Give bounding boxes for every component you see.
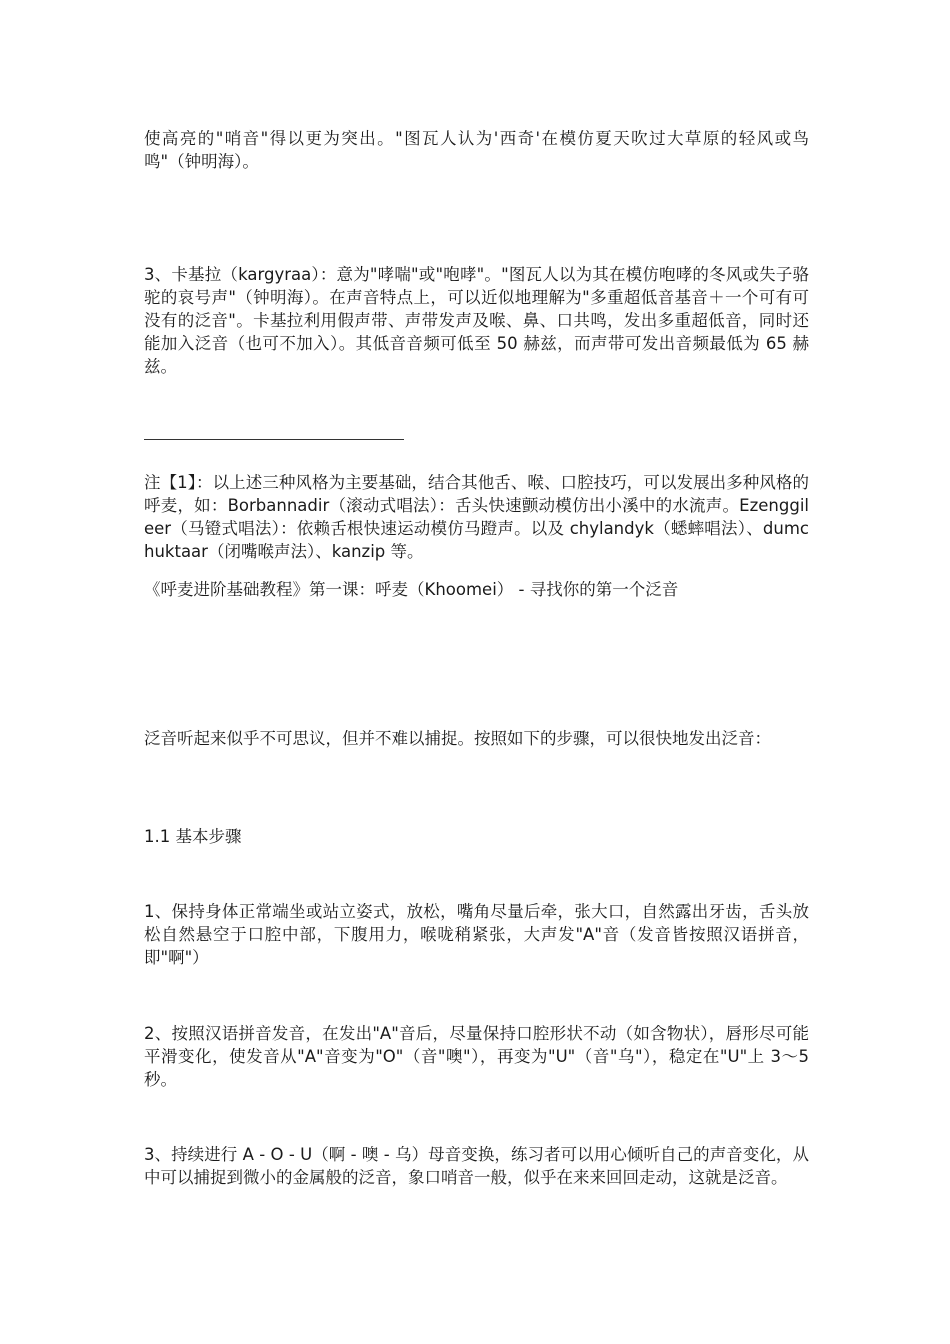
step-2-paragraph: 2、按照汉语拼音发音，在发出"A"音后，尽量保持口腔形状不动（如含物状），唇形尽可能平滑变化，使发音从"A"音变为"O"（音"噢"），再变为"U"（音"乌"），稳定在"U"上 3～5 秒。 [144, 1024, 809, 1089]
step-3-paragraph: 3、持续进行 A - O - U（啊 - 噢 - 乌）母音变换，练习者可以用心倾听自己的声音变化，从中可以捕捉到微小的金属般的泛音，象口哨音一般，似乎在来来回回走动，这就是泛音。 [144, 1145, 809, 1187]
footnote-divider [144, 439, 404, 440]
section-heading: 1.1 基本步骤 [144, 827, 242, 846]
step-1-paragraph: 1、保持身体正常端坐或站立姿式，放松，嘴角尽量后牵，张大口，自然露出牙齿，舌头放松自然悬空于口腔中部，下腹用力，喉咙稍紧张，大声发"A"音（发音皆按照汉语拼音，即"啊"） [144, 902, 809, 967]
lesson-title: 《呼麦进阶基础教程》第一课：呼麦（Khoomei） - 寻找你的第一个泛音 [144, 580, 679, 599]
footnote-note-1: 注【1】：以上述三种风格为主要基础，结合其他舌、喉、口腔技巧，可以发展出多种风格的呼麦，如：Borbannadir（滚动式唱法）：舌头快速颤动模仿出小溪中的水流声。Ezenggileer（马镫式唱法）：依赖舌根快速运动模仿马蹬声。以及 chylandyk（蟋蟀唱法）、dumchuktaar（闭嘴喉声法）、kanzip 等。 [144, 473, 809, 561]
intro-paragraph: 泛音听起来似乎不可思议，但并不难以捕捉。按照如下的步骤，可以很快地发出泛音： [144, 729, 771, 748]
paragraph-kargyraa: 3、卡基拉（kargyraa）：意为"哮喘"或"咆哮"。"图瓦人以为其在模仿咆哮的冬风或失子骆驼的哀号声"（钟明海）。在声音特点上，可以近似地理解为"多重超低音基音＋一个可有可没有的泛音"。卡基拉利用假声带、声带发声及喉、鼻、口共鸣，发出多重超低音，同时还能加入泛音（也可不加入）。其低音音频可低至 50 赫兹，而声带可发出音频最低为 65 赫兹。 [144, 265, 809, 376]
paragraph-xiqi-ending: 使高亮的"哨音"得以更为突出。"图瓦人认为'西奇'在模仿夏天吹过大草原的轻风或鸟鸣"（钟明海）。 [144, 129, 809, 171]
